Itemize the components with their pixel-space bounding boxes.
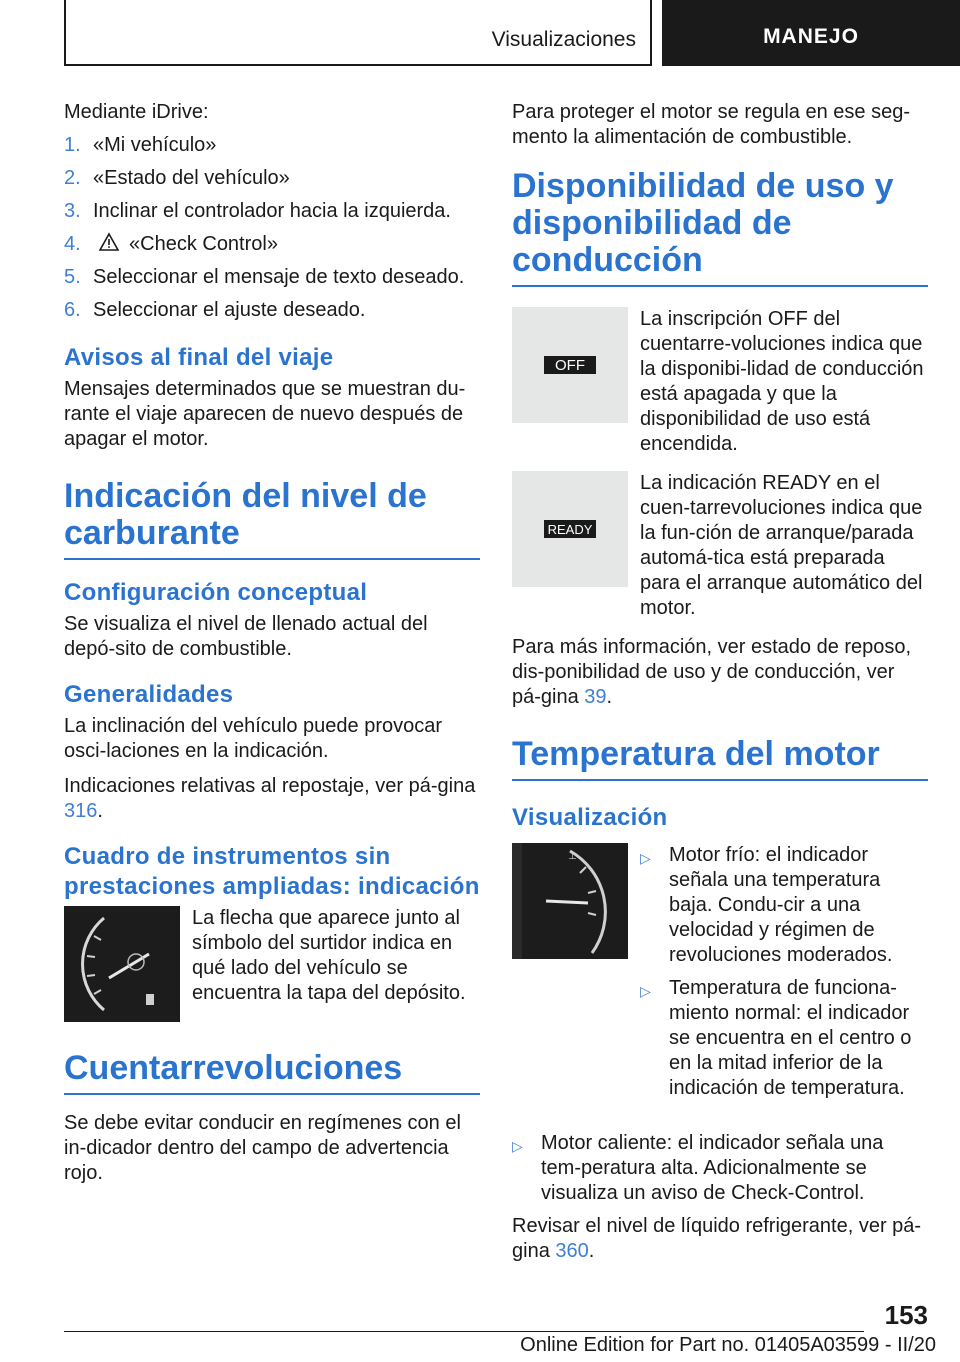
list-item — [64, 265, 480, 290]
ready-label: READY — [547, 522, 593, 537]
temp-bullets-figure — [640, 843, 928, 1109]
step-text: Seleccionar el mensaje de texto deseado. — [93, 266, 465, 288]
general-text-2: Indicaciones relativas al repostaje, ver pá-gina 316. — [64, 775, 476, 822]
header-chapter-tab: MANEJO — [662, 0, 960, 66]
fuel-gauge-image — [64, 906, 180, 1022]
step-text: Seleccionar el ajuste deseado. — [93, 299, 366, 321]
step-number: 2. — [64, 167, 81, 189]
right-column — [512, 100, 928, 1274]
cuadro-text: La flecha que aparece junto al símbolo del surtidor indica en qué lado del vehículo se encuentra la tapa del depósito. — [192, 907, 466, 1004]
list-item — [64, 166, 480, 191]
off-indicator-image — [512, 307, 628, 423]
info-text-body: Para más información, ver estado de reposo, dis-ponibilidad de uso y de conducción, ver pá-gina — [512, 636, 912, 708]
idrive-steps — [64, 133, 480, 323]
heading-configuracion: Configuración conceptual — [64, 579, 368, 606]
heading-temperatura-motor: Temperatura del motor — [512, 736, 928, 781]
step-text: «Estado del vehículo» — [93, 167, 290, 189]
header-section-title: Visualizaciones — [491, 28, 636, 51]
ready-indicator-image — [512, 471, 628, 587]
proteger-text: Para proteger el motor se regula en ese seg-mento la alimentación de combustible. — [512, 101, 910, 148]
heading-visualizacion: Visualización — [512, 804, 668, 831]
left-column — [64, 100, 480, 1196]
step-text: «Check Control» — [129, 233, 278, 255]
triangle-bullet-icon: ▷ — [640, 983, 651, 999]
off-figure-row — [512, 307, 928, 457]
off-text: La inscripción OFF del cuentarre-voluciones indica que la disponibi-lidad de conducción está apagada y que la disponibilidad de uso está encendida. — [640, 308, 924, 455]
temp-bullets-full — [512, 1131, 928, 1206]
bullet-text: Motor frío: el indicador señala una temperatura baja. Condu-cir a una velocidad y régimen de revoluciones moderados. — [669, 844, 893, 966]
footer-divider — [64, 1331, 864, 1332]
step-number: 6. — [64, 299, 81, 321]
revisar-text: Revisar el nivel de líquido refrigerante, ver pá-gina 360. — [512, 1215, 922, 1262]
temp-figure-row — [512, 843, 928, 1117]
list-item — [64, 199, 480, 224]
step-number: 4. — [64, 233, 81, 255]
heading-avisos: Avisos al final del viaje — [64, 344, 334, 371]
triangle-bullet-icon: ▷ — [640, 850, 651, 866]
heading-nivel-carburante: Indicación del nivel de carburante — [64, 478, 480, 560]
revisar-text-body: Revisar el nivel de líquido refrigerante, ver pá-gina — [512, 1215, 922, 1262]
list-item — [64, 298, 480, 323]
cuentarr-text: Se debe evitar conducir en regímenes con el in-dicador dentro del campo de advertencia rojo. — [64, 1112, 461, 1184]
step-text: Inclinar el controlador hacia la izquierda. — [93, 200, 451, 222]
page-number: 153 — [884, 1300, 928, 1330]
svg-text:⊥: ⊥ — [568, 851, 577, 862]
page-link-316[interactable]: 316 — [64, 800, 98, 822]
step-number: 1. — [64, 134, 81, 156]
list-item — [512, 1131, 928, 1206]
ready-figure-row — [512, 471, 928, 621]
footer-edition: Online Edition for Part no. 01405A03599 - II/20 — [520, 1334, 936, 1356]
temperature-gauge-image — [512, 843, 628, 959]
heading-generalidades: Generalidades — [64, 681, 234, 708]
fuel-gauge-figure-row — [64, 906, 480, 1022]
heading-cuadro-instrumentos: Cuadro de instrumentos sin prestaciones ampliadas: indicación — [64, 843, 480, 900]
off-label: OFF — [555, 357, 585, 374]
info-text: Para más información, ver estado de reposo, dis-ponibilidad de uso y de conducción, ver pá-gina 39. — [512, 636, 912, 708]
ready-text: La indicación READY en el cuen-tarrevoluciones indica que la fun-ción de arranque/parada automá-tica está preparada para el arranque automático del motor. — [640, 472, 923, 619]
list-item — [640, 843, 928, 968]
warning-triangle-icon — [99, 232, 119, 252]
step-text: «Mi vehículo» — [93, 134, 217, 156]
page-link-39[interactable]: 39 — [584, 686, 607, 708]
avisos-text: Mensajes determinados que se muestran du-rante el viaje aparecen de nuevo después de apagar el motor. — [64, 378, 466, 450]
triangle-bullet-icon: ▷ — [512, 1138, 523, 1154]
heading-cuentarrevoluciones: Cuentarrevoluciones — [64, 1050, 480, 1095]
page-link-360[interactable]: 360 — [555, 1240, 589, 1262]
list-item — [64, 232, 480, 257]
step-number: 5. — [64, 266, 81, 288]
bullet-text: Temperatura de funciona-miento normal: el indicador se encuentra en el centro o en la mitad inferior de la indicación de temperatura. — [669, 977, 912, 1099]
config-text: Se visualiza el nivel de llenado actual del depó-sito de combustible. — [64, 613, 428, 660]
idrive-intro: Mediante iDrive: — [64, 101, 209, 123]
list-item — [64, 133, 480, 158]
list-item — [640, 976, 928, 1101]
bullet-text: Motor caliente: el indicador señala una tem-peratura alta. Adicionalmente se visualiza un aviso de Check-Control. — [541, 1132, 884, 1204]
heading-disponibilidad: Disponibilidad de uso y disponibilidad de conducción — [512, 168, 928, 287]
step-number: 3. — [64, 200, 81, 222]
general-text-1: La inclinación del vehículo puede provocar osci-laciones en la indicación. — [64, 715, 443, 762]
general-text-2-body: Indicaciones relativas al repostaje, ver pá-gina — [64, 775, 476, 797]
